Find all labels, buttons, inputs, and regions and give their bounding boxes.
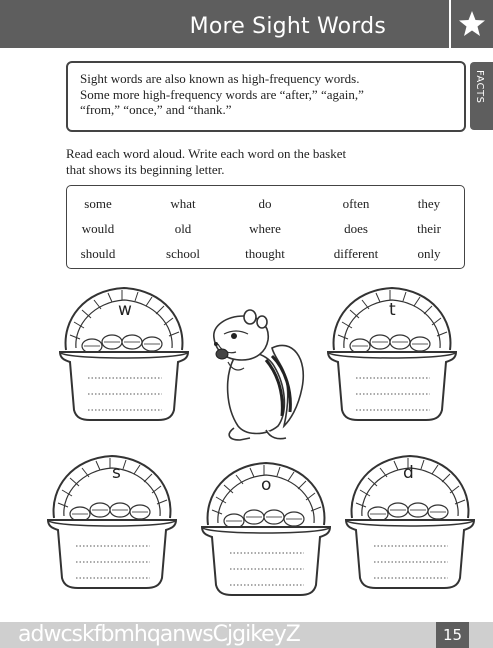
- star-icon: [457, 9, 487, 39]
- word: what: [170, 196, 196, 211]
- word: old: [174, 221, 192, 236]
- word: their: [417, 221, 441, 236]
- facts-line: “from,” “once,” and “thank.”: [80, 102, 232, 117]
- basket-s: [42, 448, 182, 590]
- footer-bar: [0, 622, 493, 648]
- basket-letter: s: [112, 463, 121, 483]
- word: school: [166, 246, 200, 261]
- word: only: [417, 246, 441, 261]
- basket-letter: w: [118, 300, 132, 320]
- basket-letter: o: [261, 475, 272, 495]
- instructions-line: that shows its beginning letter.: [66, 162, 225, 177]
- footer-edge: [469, 622, 493, 648]
- chipmunk-illustration: [204, 308, 314, 448]
- facts-line: Sight words are also known as high-frequency words.: [80, 71, 360, 86]
- word: often: [342, 196, 370, 211]
- facts-text: [80, 71, 450, 118]
- basket-d: [340, 448, 480, 590]
- word: does: [344, 221, 368, 236]
- word: should: [80, 246, 116, 261]
- basket-letter: t: [389, 300, 396, 320]
- word: some: [84, 196, 112, 211]
- facts-tab-label: FACTS: [474, 70, 485, 104]
- facts-line: Some more high-frequency words are “after,” “again,”: [80, 86, 364, 102]
- word: thought: [245, 246, 285, 261]
- footer-decorative-letters: adwcskfbmhqanwsCjgikeyZ: [18, 622, 300, 647]
- word: where: [249, 221, 281, 236]
- word-bank: [66, 185, 465, 269]
- basket-w: [54, 280, 194, 422]
- basket-t: [322, 280, 462, 422]
- page-number: 15: [436, 622, 469, 648]
- word: do: [258, 196, 272, 211]
- page-title: More Sight Words: [189, 14, 386, 39]
- word: would: [81, 221, 115, 236]
- basket-letter: d: [403, 463, 414, 483]
- word: different: [333, 246, 379, 261]
- header-bar: [0, 0, 468, 48]
- facts-box: [66, 61, 466, 132]
- instructions-line: Read each word aloud. Write each word on the basket: [66, 146, 347, 161]
- instructions: [66, 146, 426, 178]
- word: they: [417, 196, 441, 211]
- star-badge: [449, 0, 493, 48]
- basket-o: [196, 455, 336, 597]
- facts-tab: [470, 62, 493, 130]
